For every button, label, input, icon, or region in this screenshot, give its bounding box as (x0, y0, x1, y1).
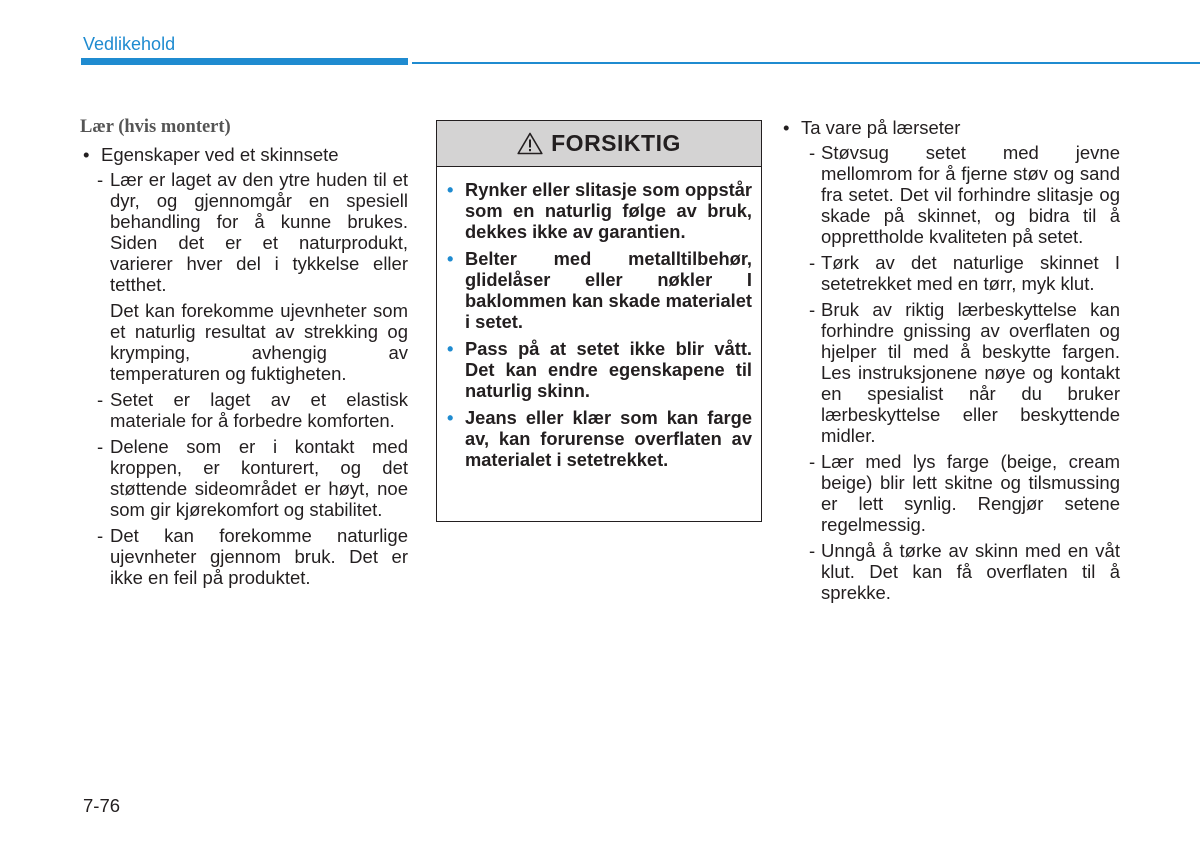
list-item: - Setet er laget av et elastisk materiale for å forbedre komforten. (97, 389, 408, 431)
list-item: - Delene som er i kontakt med kroppen, er konturert, og det støttende sideområdet er høyt, noe som gir kjørekomfort og stabilitet. (97, 436, 408, 520)
blue-bullet-icon: • (447, 179, 454, 200)
page-number: 7-76 (83, 795, 121, 816)
list-item: - Bruk av riktig lærbeskyttelse kan forhindre gnissing av overflaten og hjelper til med å beskytte fargen. Les instruksjonene nøye og kontakt en spesialist når du bruker lærbeskyttelse eller beskyttende midler. (809, 299, 1120, 446)
bullet-care (780, 117, 1120, 138)
caution-box (436, 120, 762, 522)
right-column (783, 117, 1120, 608)
dash-marker: - (97, 436, 104, 457)
dash-marker: - (809, 451, 816, 472)
dash-marker: - (97, 525, 104, 546)
bullet-icon: • (83, 144, 90, 165)
list-item: - Det kan forekomme naturlige ujevnheter gjennom bruk. Det er ikke en feil på produktet. (97, 525, 408, 588)
caution-item: • Jeans eller klær som kan farge av, kan forurense overflaten av materialet i setetrekket. (447, 407, 752, 470)
dash-marker: - (97, 169, 104, 190)
list-item: - Støvsug setet med jevne mellomrom for å fjerne støv og sand fra setet. Det vil forhindre slitasje og skade på skinnet, og bidra til å opprettholde kvaliteten på setet. (809, 142, 1120, 247)
caution-item: • Rynker eller slitasje som oppstår som en naturlig følge av bruk, dekkes ikke av garantien. (447, 179, 752, 242)
dash-marker: - (97, 389, 104, 410)
bullet-text: Ta vare på lærseter (801, 117, 961, 138)
section-title: Vedlikehold (83, 34, 176, 54)
header-rule-thick (81, 58, 408, 65)
bullet-icon: • (783, 117, 790, 138)
list-item: - Lær med lys farge (beige, cream beige) blir lett skitne og tilsmussing er lett synlig. Rengjør setene regelmessig. (809, 451, 1120, 535)
list-item: - Lær er laget av den ytre huden til et dyr, og gjennomgår en spesiell behandling for å kunne brukes. Siden det er et naturprodukt, varierer hver del i tykkelse eller tetthet. (97, 169, 408, 295)
blue-bullet-icon: • (447, 248, 454, 269)
caution-header (437, 121, 761, 167)
left-column (80, 117, 408, 593)
caution-item: • Pass på at setet ikke blir vått. Det kan endre egenskapene til naturlig skinn. (447, 338, 752, 401)
dash-marker: - (809, 252, 816, 273)
caution-body (437, 167, 761, 470)
bullet-properties (80, 144, 408, 165)
caution-title: FORSIKTIG (551, 130, 681, 156)
caution-item: • Belter med metalltilbehør, glidelåser eller nøkler I baklommen kan skade materialet i setet. (447, 248, 752, 332)
dash-marker: - (809, 142, 816, 163)
leather-heading: Lær (hvis montert) (80, 117, 231, 137)
list-item: - Unngå å tørke av skinn med en våt klut. Det kan få overflaten til å sprekke. (809, 540, 1120, 603)
dash-marker: - (809, 540, 816, 561)
blue-bullet-icon: • (447, 338, 454, 359)
blue-bullet-icon: • (447, 407, 454, 428)
bullet-text: Egenskaper ved et skinnsete (101, 144, 339, 165)
dash-marker: - (809, 299, 816, 320)
list-paragraph: Det kan forekomme ujevnheter som et naturlig resultat av strekking og krymping, avhengig av temperaturen og fuktigheten. (110, 300, 408, 384)
header-rule-thin (412, 62, 1200, 64)
list-item: - Tørk av det naturlige skinnet I setetrekket med en tørr, myk klut. (809, 252, 1120, 294)
warning-triangle-icon (517, 132, 543, 155)
